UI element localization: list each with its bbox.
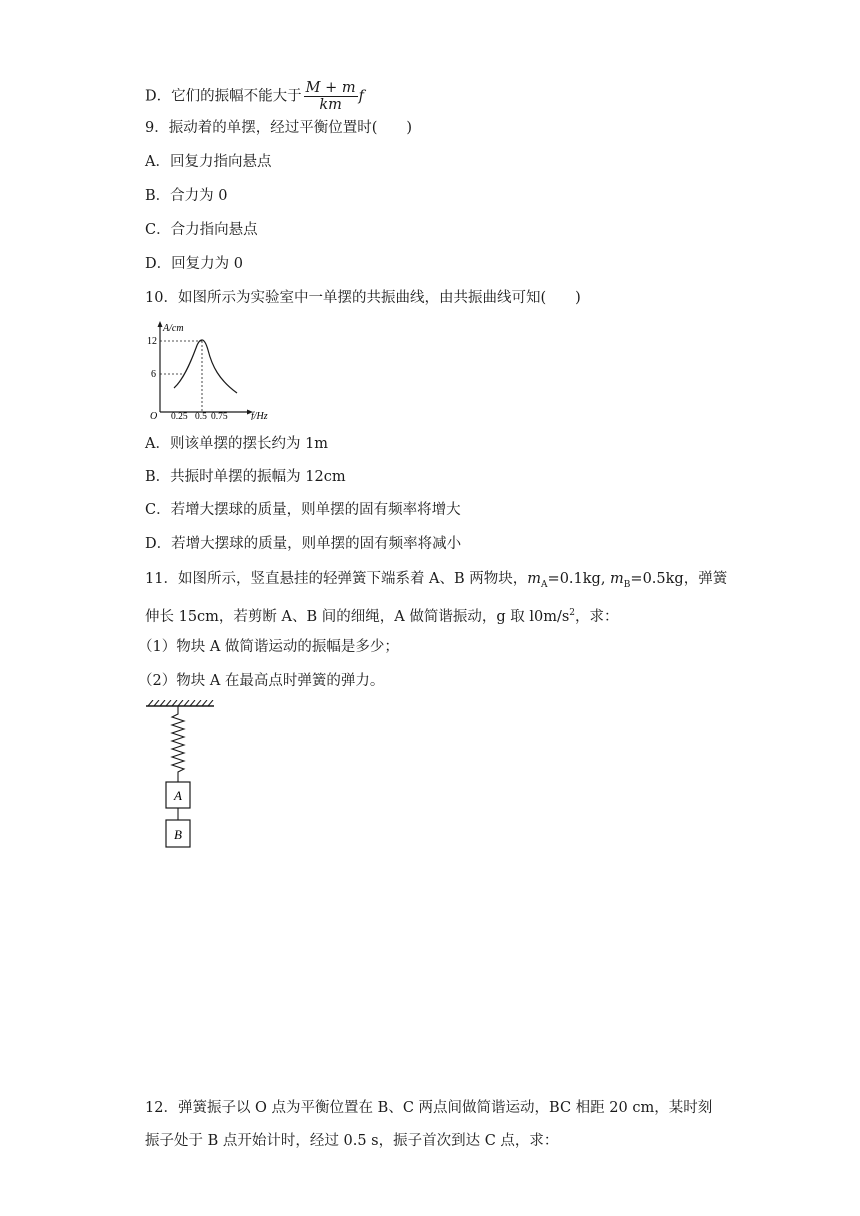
x-tick-05: 0.5 — [195, 412, 207, 420]
q11-stem-line1: 11．如图所示，竖直悬挂的轻弹簧下端系着 A、B 两物块，$m_A=0.1kg$, $m_B=0.5kg$，弹簧 — [145, 571, 728, 590]
q9-option-c: C．合力指向悬点 — [145, 222, 258, 238]
y-axis-arrow — [158, 321, 163, 327]
q11-sub1: （1）物块 A 做简谐运动的振幅是多少； — [138, 639, 399, 655]
spring — [172, 706, 184, 782]
q9-option-b: B．合力为 0 — [145, 188, 228, 204]
q10-stem: 10．如图所示为实验室中一单摆的共振曲线，由共振曲线可知( ) — [145, 290, 581, 306]
q9-option-a: A．回复力指向悬点 — [145, 154, 272, 170]
q10-option-b: B．共振时单摆的振幅为 12cm — [145, 469, 346, 485]
x-axis-label: f/Hz — [251, 411, 268, 420]
y-axis-label: A/cm — [163, 323, 184, 334]
q12-line2: 振子处于 B 点开始计时，经过 0.5 s，振子首次到达 C 点，求： — [145, 1133, 559, 1149]
q12-line1: 12．弹簧振子以 O 点为平衡位置在 B、C 两点间做简谐运动，BC 相距 20 cm，某时刻 — [145, 1100, 713, 1116]
q10-option-c: C．若增大摆球的质量，则单摆的固有频率将增大 — [145, 502, 461, 518]
q10-option-d: D．若增大摆球的质量，则单摆的固有频率将减小 — [145, 536, 462, 552]
q11-sub2: （2）物块 A 在最高点时弹簧的弹力。 — [138, 673, 385, 689]
q11-stem-line2: 伸长 15cm，若剪断 A、B 间的细绳，A 做简谐振动，g 取 $l0m/s^2$，求： — [145, 608, 619, 625]
y-tick-12: 12 — [147, 336, 157, 347]
block-a-label: A — [174, 788, 182, 803]
x-tick-075: 0.75 — [211, 412, 228, 420]
origin-label: O — [150, 411, 158, 420]
q9-option-d: D．回复力为 0 — [145, 256, 243, 272]
ceiling-hatch — [148, 700, 213, 706]
spring-blocks-figure — [142, 700, 222, 852]
resonance-curve — [174, 340, 237, 393]
resonance-curve-chart — [145, 318, 280, 420]
block-b-label: B — [174, 827, 182, 842]
y-tick-6: 6 — [151, 369, 156, 380]
q8-option-d: D．它们的振幅不能大于 $\frac{M + m}{km}$ f — [145, 80, 364, 113]
fraction: $\frac{M + m}{km}$ — [305, 80, 356, 113]
q10-option-a: A．则该单摆的摆长约为 1m — [145, 436, 329, 452]
q9-stem: 9．振动着的单摆，经过平衡位置时( ) — [145, 120, 413, 136]
x-tick-025: 0.25 — [171, 412, 188, 420]
